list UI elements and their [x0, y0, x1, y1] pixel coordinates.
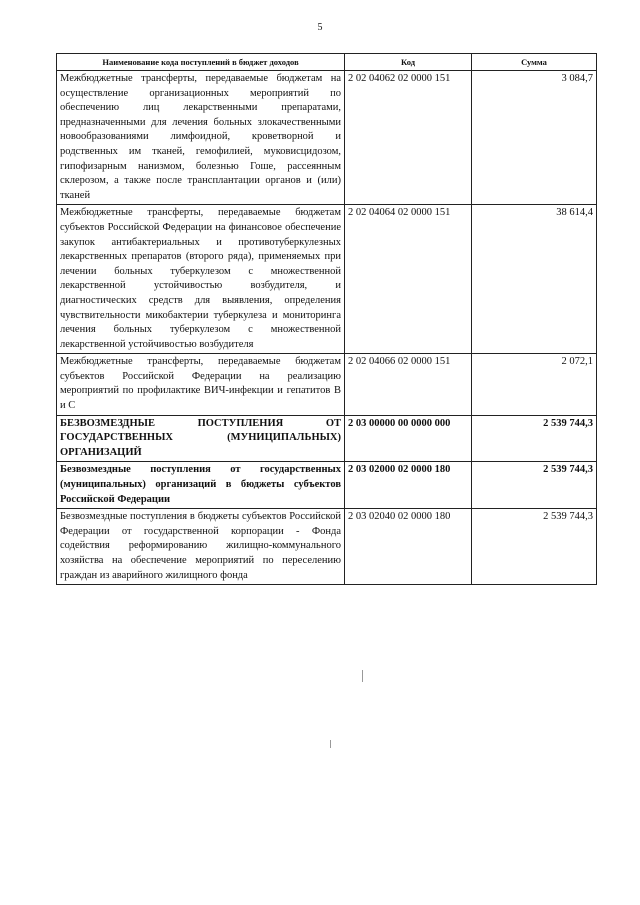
row-code: 2 02 04062 02 0000 151 — [345, 71, 472, 205]
row-amount: 38 614,4 — [472, 205, 597, 354]
header-name: Наименование кода поступлений в бюджет доходов — [57, 54, 345, 71]
table-row — [57, 462, 597, 509]
scan-mark — [362, 670, 363, 682]
header-code: Код — [345, 54, 472, 71]
row-amount: 2 539 744,3 — [472, 462, 597, 509]
header-amount: Сумма — [472, 54, 597, 71]
table-row — [57, 71, 597, 205]
row-name: Безвозмездные поступления от государственных (муниципальных) организаций в бюджеты субъектов Российской Федерации — [57, 462, 345, 509]
row-code: 2 03 00000 00 0000 000 — [345, 415, 472, 462]
row-amount: 3 084,7 — [472, 71, 597, 205]
row-code: 2 03 02000 02 0000 180 — [345, 462, 472, 509]
table-body — [57, 71, 597, 585]
row-amount: 2 539 744,3 — [472, 415, 597, 462]
scan-mark — [330, 740, 331, 748]
row-name: БЕЗВОЗМЕЗДНЫЕ ПОСТУПЛЕНИЯ ОТ ГОСУДАРСТВЕННЫХ (МУНИЦИПАЛЬНЫХ) ОРГАНИЗАЦИЙ — [57, 415, 345, 462]
row-name: Межбюджетные трансферты, передаваемые бюджетам субъектов Российской Федерации на реализацию мероприятий по профилактике ВИЧ-инфекции и гепатитов В и С — [57, 354, 345, 415]
row-code: 2 02 04066 02 0000 151 — [345, 354, 472, 415]
table-row — [57, 205, 597, 354]
table-header-row — [57, 54, 597, 71]
row-amount: 2 072,1 — [472, 354, 597, 415]
table-row — [57, 415, 597, 462]
page-number: 5 — [317, 22, 323, 33]
revenue-table — [56, 53, 597, 585]
row-code: 2 02 04064 02 0000 151 — [345, 205, 472, 354]
row-name: Межбюджетные трансферты, передаваемые бюджетам на осуществление организационных мероприятий по обеспечению лиц лекарственными препаратами, предназначенными для лечения больных злокачественными новообразованиями лимфоидной, кроветворной и родственных им тканей, гемофилией, муковисцидозом, гипофизарным нанизмом, болезнью Гоше, рассеянным склерозом, а также после трансплантации органов и (или) тканей — [57, 71, 345, 205]
table-row — [57, 509, 597, 585]
row-code: 2 03 02040 02 0000 180 — [345, 509, 472, 585]
row-name: Межбюджетные трансферты, передаваемые бюджетам субъектов Российской Федерации на финансовое обеспечение закупок антибактериальных и противотуберкулезных лекарственных препаратов (второго ряда), применяемых при лечении больных туберкулезом с множественной лекарственной устойчивостью возбудителя, и диагностических средств для выявления, определения чувствительности микобактерии туберкулеза и мониторинга лечения больных туберкулезом с множественной лекарственной устойчивостью возбудителя — [57, 205, 345, 354]
row-name: Безвозмездные поступления в бюджеты субъектов Российской Федерации от государственной корпорации - Фонда содействия реформированию жилищно-коммунального хозяйства на обеспечение мероприятий по переселению граждан из аварийного жилищного фонда — [57, 509, 345, 585]
row-amount: 2 539 744,3 — [472, 509, 597, 585]
table-row — [57, 354, 597, 415]
